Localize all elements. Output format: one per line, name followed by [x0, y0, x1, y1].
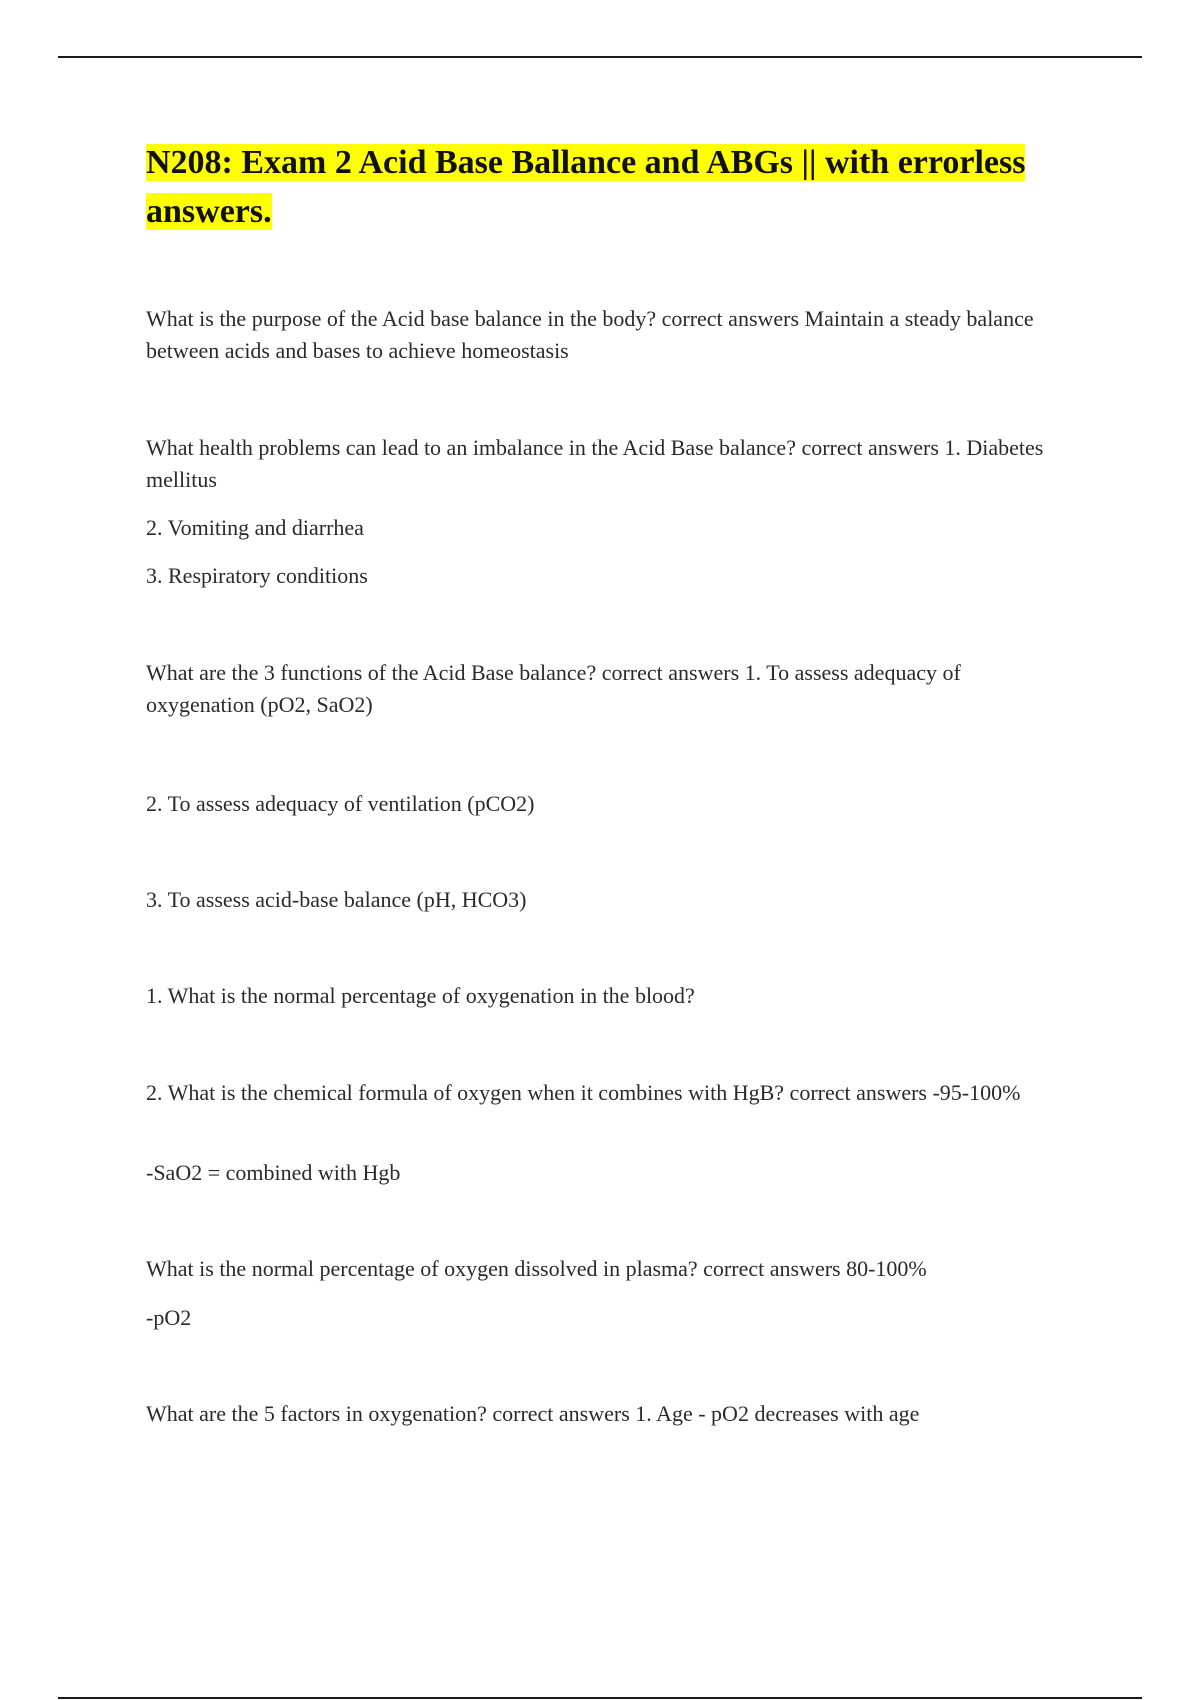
question-chemical-formula: 2. What is the chemical formula of oxygen when it combines with HgB? correct answers -95-100% — [146, 1080, 1021, 1105]
paragraph-health-problems: What health problems can lead to an imbalance in the Acid Base balance? correct answers 1. Diabetes mellitus — [146, 435, 1044, 492]
list-item-respiratory: 3. Respiratory conditions — [146, 563, 368, 588]
document-title — [146, 138, 1096, 236]
paragraph-purpose: What is the purpose of the Acid base balance in the body? correct answers Maintain a steady balance between acids and bases to achieve homeostasis — [146, 306, 1034, 363]
question-oxygenation-blood: 1. What is the normal percentage of oxygenation in the blood? — [146, 983, 695, 1008]
document-title-text: N208: Exam 2 Acid Base Ballance and ABGs || with errorless answers. — [146, 144, 1026, 230]
list-item-acid-base: 3. To assess acid-base balance (pH, HCO3) — [146, 887, 527, 912]
footer-rule — [58, 1697, 1142, 1699]
answer-po2: -pO2 — [146, 1305, 192, 1330]
list-item-ventilation: 2. To assess adequacy of ventilation (pCO2) — [146, 791, 535, 816]
question-oxygenation-factors: What are the 5 factors in oxygenation? correct answers 1. Age - pO2 decreases with age — [146, 1401, 920, 1426]
paragraph-functions: What are the 3 functions of the Acid Base balance? correct answers 1. To assess adequacy of oxygenation (pO2, SaO2) — [146, 660, 961, 717]
answer-sao2: -SaO2 = combined with Hgb — [146, 1160, 401, 1185]
header-rule — [58, 56, 1142, 58]
list-item-vomiting: 2. Vomiting and diarrhea — [146, 515, 364, 540]
question-oxygen-plasma: What is the normal percentage of oxygen dissolved in plasma? correct answers 80-100% — [146, 1256, 927, 1281]
